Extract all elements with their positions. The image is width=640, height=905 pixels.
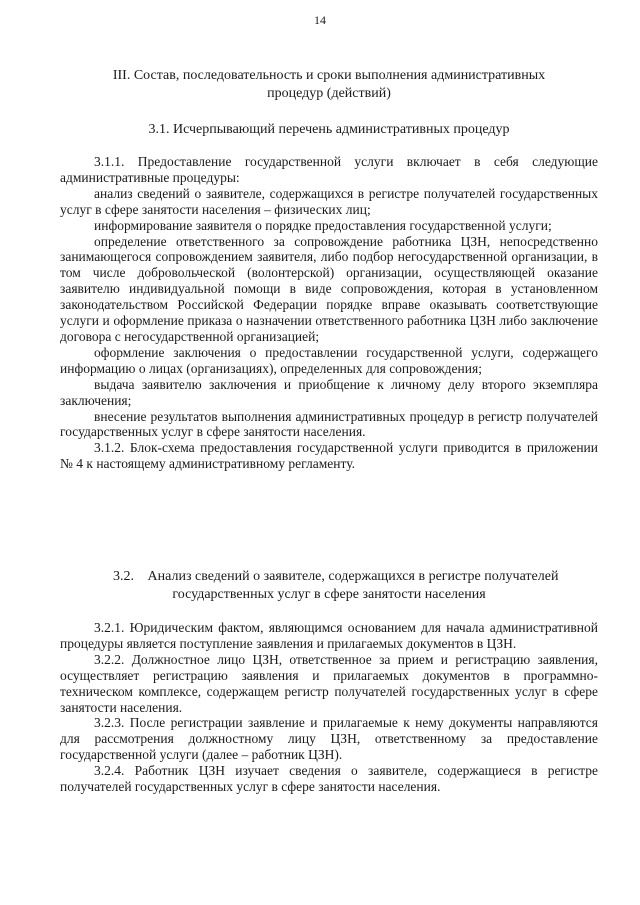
paragraph: внесение результатов выполнения административных процедур в регистр получателей государственных услуг в сфере занятости населения.: [60, 408, 598, 440]
paragraph: информирование заявителя о порядке предоставления государственной услуги;: [94, 217, 552, 233]
subsection-3-2-title-line-2: государственных услуг в сфере занятости населения: [172, 587, 486, 602]
page-number: 14: [314, 13, 326, 27]
section-title-line-2: процедур (действий): [267, 86, 391, 101]
subsection-3-1-title: 3.1. Исчерпывающий перечень административных процедур: [148, 122, 510, 137]
subsection-3-2-title-line-1: [60, 568, 598, 586]
subsection-3-2-number: 3.2.: [113, 569, 135, 584]
subsection-3-2-body: [60, 620, 598, 795]
subsection-3-2-title: [60, 568, 598, 604]
paragraph: выдача заявителю заключения и приобщение к личному делу второго экземпляра заключения;: [60, 376, 598, 408]
paragraph: 3.1.2. Блок-схема предоставления государственной услуги приводится в приложении № 4 к настоящему административному регламенту.: [60, 440, 598, 472]
paragraph: 3.1.1. Предоставление государственной услуги включает в себя следующие административные процедуры:: [60, 154, 598, 185]
paragraph: определение ответственного за сопровождение работника ЦЗН, непосредственно занимающегося сопровождением заявителя, либо подбор негосударственной организации, в том числе добровольческой (волонтерской) организации, осуществляющей оказание заявителю индивидуальной помощи в виде сопровождения, которая в установленном законодательством Российской Федерации порядке вправе оказывать соответствующие услуги и оформление приказа о назначении ответственного работника ЦЗН либо заключение договора с негосударственной организацией;: [60, 233, 598, 344]
paragraph: 3.2.1. Юридическим фактом, являющимся основанием для начала административной процедуры является поступление заявления и прилагаемых документов в ЦЗН.: [60, 620, 598, 651]
paragraph: 3.2.3. После регистрации заявление и прилагаемые к нему документы направляются для рассмотрения должностному лицу ЦЗН, ответственному за предоставление государственной услуги (далее – работник ЦЗН).: [60, 715, 598, 763]
section-title-line-1: III. Состав, последовательность и сроки выполнения административных: [112, 68, 546, 83]
paragraph: 3.2.4. Работник ЦЗН изучает сведения о заявителе, содержащиеся в регистре получателей государственных услуг в сфере занятости населения.: [60, 763, 598, 795]
section-title: [60, 67, 598, 103]
subsection-3-1-body: [60, 154, 598, 472]
paragraph: оформление заключения о предоставлении государственной услуги, содержащего информацию о лицах (организациях), определенных для сопровождения;: [60, 344, 598, 376]
paragraph: анализ сведений о заявителе, содержащихся в регистре получателей государственных услуг в сфере занятости населения – физических лиц;: [60, 185, 598, 217]
subsection-3-2-title-text: Анализ сведений о заявителе, содержащихся в регистре получателей: [147, 569, 559, 584]
paragraph: 3.2.2. Должностное лицо ЦЗН, ответственное за прием и регистрацию заявления, осуществляет регистрацию заявления и прилагаемых документов в программно-техническом комплексе, содержащем регистр получателей государственных услуг в сфере занятости населения.: [60, 651, 598, 715]
